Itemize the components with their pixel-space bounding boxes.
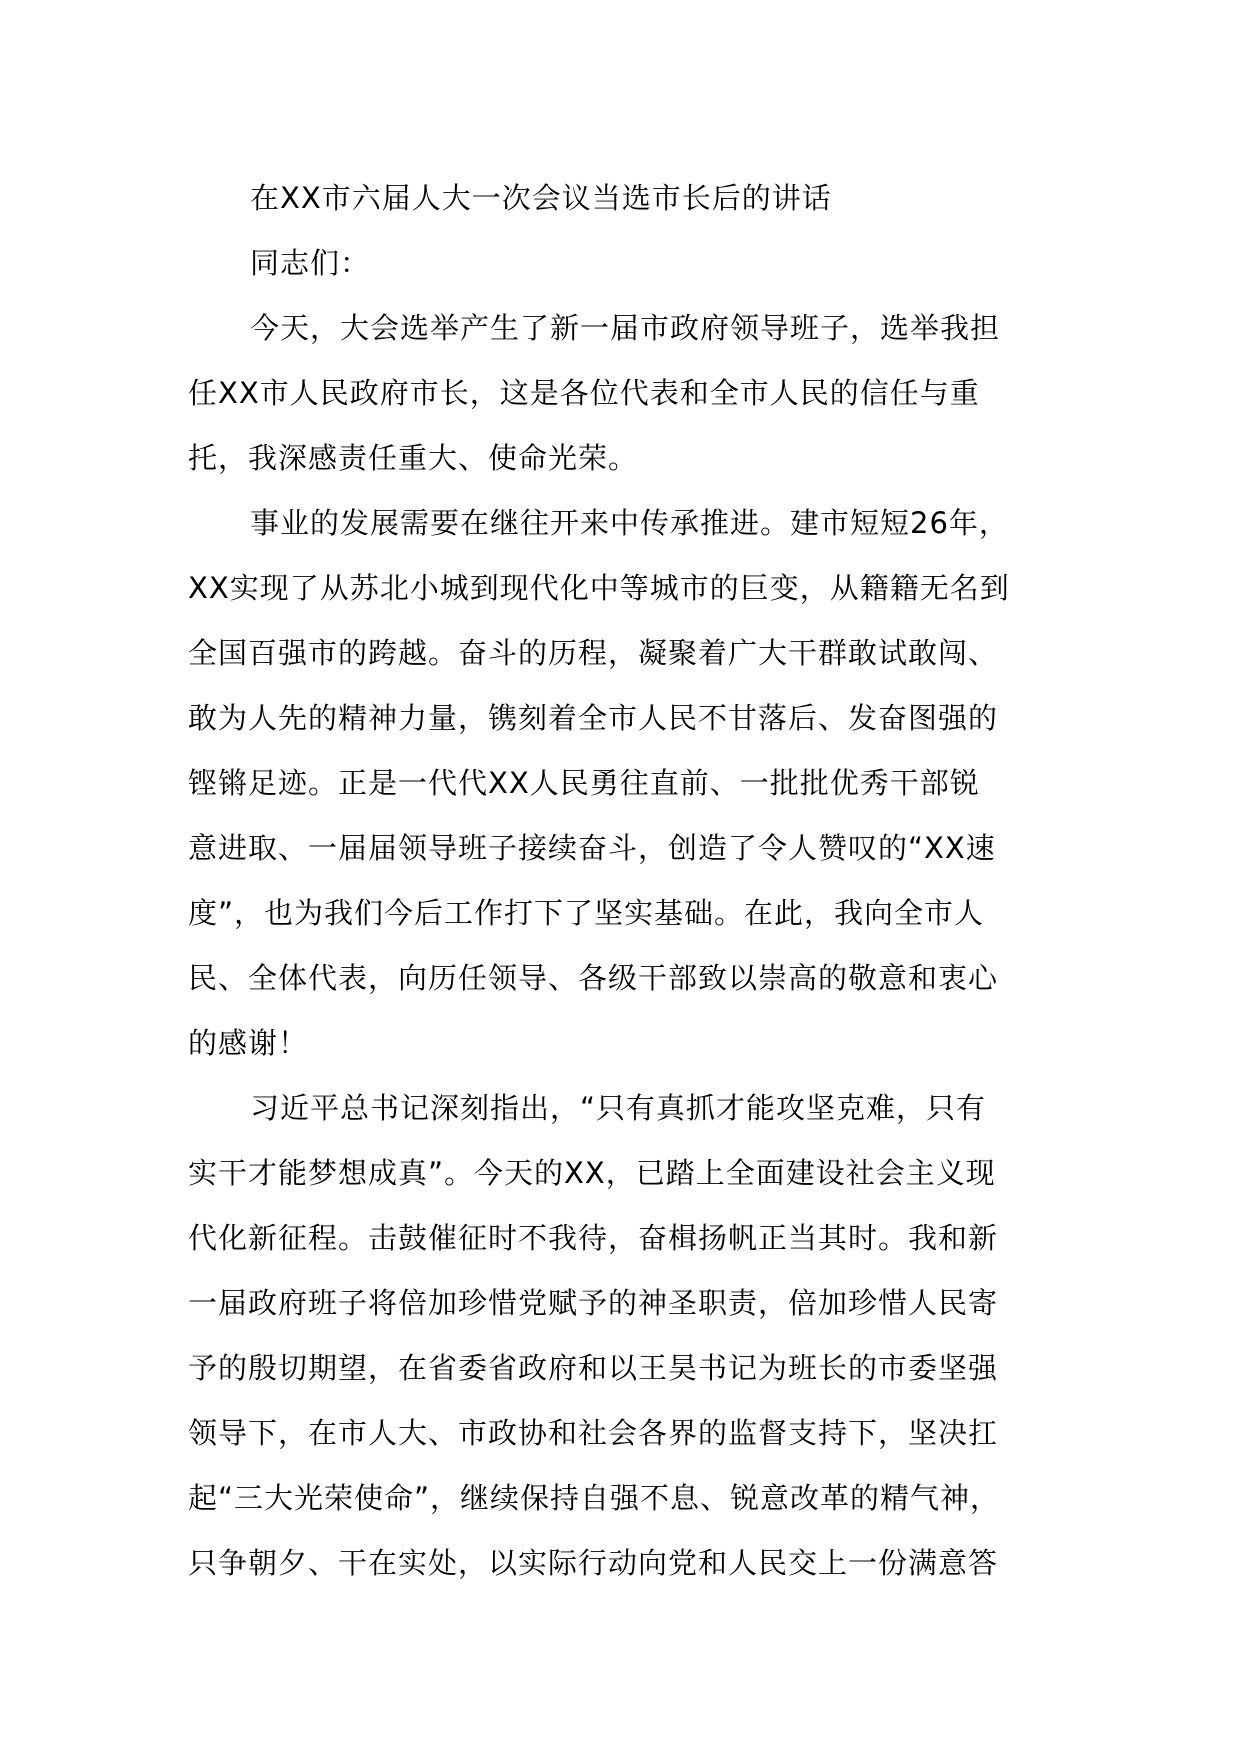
text-line: 代化新征程。击鼓催征时不我待，奋楫扬帆正当其时。我和新 xyxy=(188,1221,999,1255)
text-line: 实干才能梦想成真”。今天的XX，已踏上全面建设社会主义现 xyxy=(188,1156,996,1190)
salutation: 同志们： xyxy=(250,246,371,280)
text-line: XX实现了从苏北小城到现代化中等城市的巨变，从籍籍无名到 xyxy=(188,571,1010,605)
text-line: 铿锵足迹。正是一代代XX人民勇往直前、一批批优秀干部锐 xyxy=(188,766,980,800)
text-line: 习近平总书记深刻指出，“只有真抓才能攻坚克难，只有 xyxy=(250,1091,987,1125)
text-line: 意进取、一届届领导班子接续奋斗，创造了令人赞叹的“XX速 xyxy=(188,831,996,865)
text-line: 今天，大会选举产生了新一届市政府领导班子，选举我担 xyxy=(250,311,1001,345)
text-line: 托，我深感责任重大、使命光荣。 xyxy=(188,441,639,475)
text-line: 度”，也为我们今后工作打下了坚实基础。在此，我向全市人 xyxy=(188,896,985,930)
text-line: 民、全体代表，向历任领导、各级干部致以崇高的敬意和衷心 xyxy=(188,961,999,995)
text-line: 领导下，在市人大、市政协和社会各界的监督支持下，坚决扛 xyxy=(188,1416,999,1450)
text-line: 的感谢！ xyxy=(188,1026,309,1060)
text-line: 只争朝夕、干在实处，以实际行动向党和人民交上一份满意答 xyxy=(188,1546,999,1580)
text-line: 一届政府班子将倍加珍惜党赋予的神圣职责，倍加珍惜人民寄 xyxy=(188,1286,999,1320)
document-title: 在XX市六届人大一次会议当选市长后的讲话 xyxy=(250,181,832,215)
text-line: 予的殷切期望，在省委省政府和以王昊书记为班长的市委坚强 xyxy=(188,1351,999,1385)
text-line: 敢为人先的精神力量，镌刻着全市人民不甘落后、发奋图强的 xyxy=(188,701,999,735)
text-line: 任XX市人民政府市长，这是各位代表和全市人民的信任与重 xyxy=(188,376,980,410)
document-body xyxy=(188,166,1068,1596)
text-line: 事业的发展需要在继往开来中传承推进。建市短短26年， xyxy=(250,506,1009,540)
text-line: 全国百强市的跨越。奋斗的历程，凝聚着广大干群敢试敢闯、 xyxy=(188,636,999,670)
text-line: 起“三大光荣使命”，继续保持自强不息、锐意改革的精气神， xyxy=(188,1481,1001,1515)
paragraph-lines xyxy=(188,296,1068,1596)
